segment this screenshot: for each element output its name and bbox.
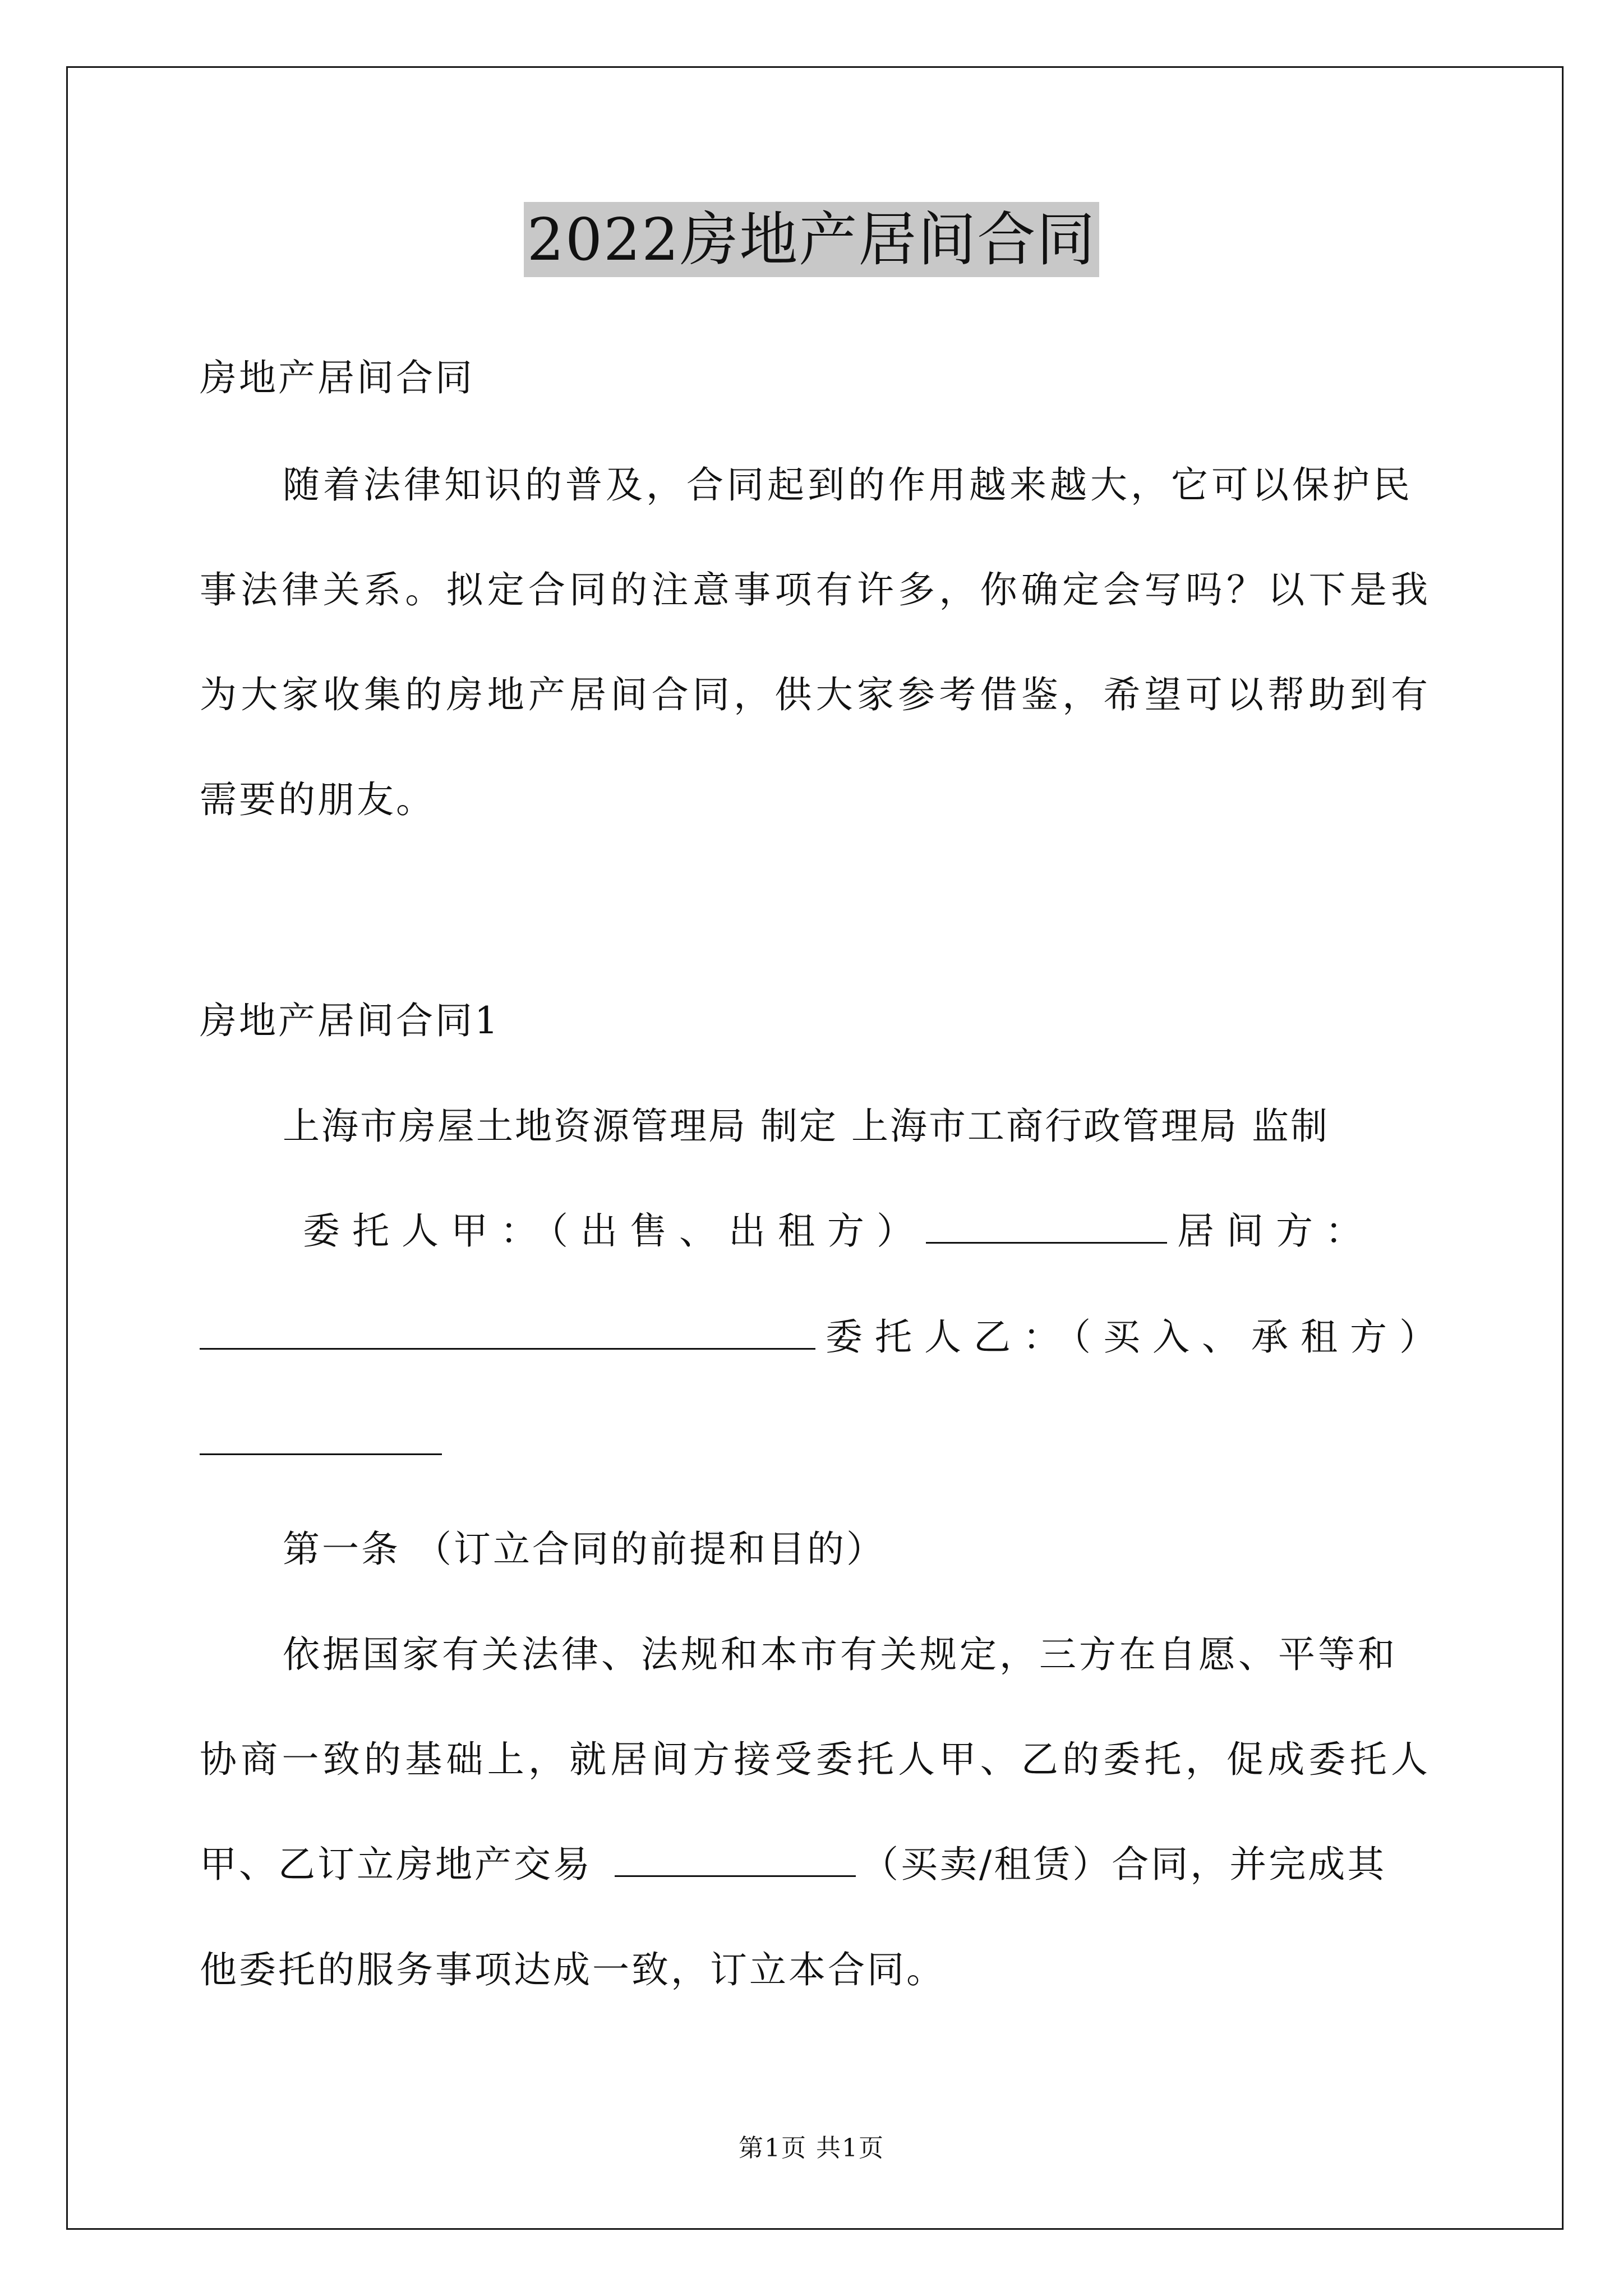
party-a-label: 委托人甲：（出售、出租方） xyxy=(303,1209,926,1253)
intro-line-1: 随着法律知识的普及，合同起到的作用越来越大，它可以保护民 xyxy=(283,463,1413,507)
intro-line-4: 需要的朋友。 xyxy=(200,778,435,821)
intro-line-2: 事法律关系。拟定合同的注意事项有许多，你确定会写吗？以下是我 xyxy=(200,568,1428,611)
article1-line-2: 协商一致的基础上，就居间方接受委托人甲、乙的委托，促成委托人 xyxy=(200,1738,1428,1781)
issuer-line: 上海市房屋土地资源管理局 制定 上海市工商行政管理局 监制 xyxy=(283,1105,1329,1148)
party-b-label: 委托人乙：（买入、承租方） xyxy=(826,1315,1449,1359)
article1-line-3 xyxy=(200,1842,1386,1887)
article1-line-3-before: 甲、乙订立房地产交易 xyxy=(200,1843,592,1886)
page-footer: 第1页 共1页 xyxy=(739,2134,884,2162)
intermediary-label: 居间方： xyxy=(1177,1209,1375,1253)
party-b-row xyxy=(200,1315,1449,1360)
article1-line-4: 他委托的服务事项达成一致，订立本合同。 xyxy=(200,1948,946,1991)
section-heading: 房地产居间合同1 xyxy=(200,999,500,1042)
party-b-blank xyxy=(200,1422,442,1455)
article1-line-3-after: （买卖/租赁）合同，并完成其 xyxy=(861,1843,1387,1886)
document-title: 2022房地产居间合同 xyxy=(524,202,1100,277)
party-b-blank-row xyxy=(200,1420,442,1465)
document-subtitle: 房地产居间合同 xyxy=(200,356,474,399)
article1-heading: 第一条 （订立合同的前提和目的） xyxy=(283,1527,886,1571)
contract-type-blank xyxy=(615,1844,856,1877)
article1-line-1: 依据国家有关法律、法规和本市有关规定，三方在自愿、平等和 xyxy=(283,1633,1398,1676)
party-a-row xyxy=(303,1209,1375,1254)
intermediary-blank xyxy=(200,1317,815,1350)
title-wrap xyxy=(0,202,1623,277)
party-a-blank xyxy=(926,1211,1167,1244)
intro-line-3: 为大家收集的房地产居间合同，供大家参考借鉴，希望可以帮助到有 xyxy=(200,673,1428,716)
